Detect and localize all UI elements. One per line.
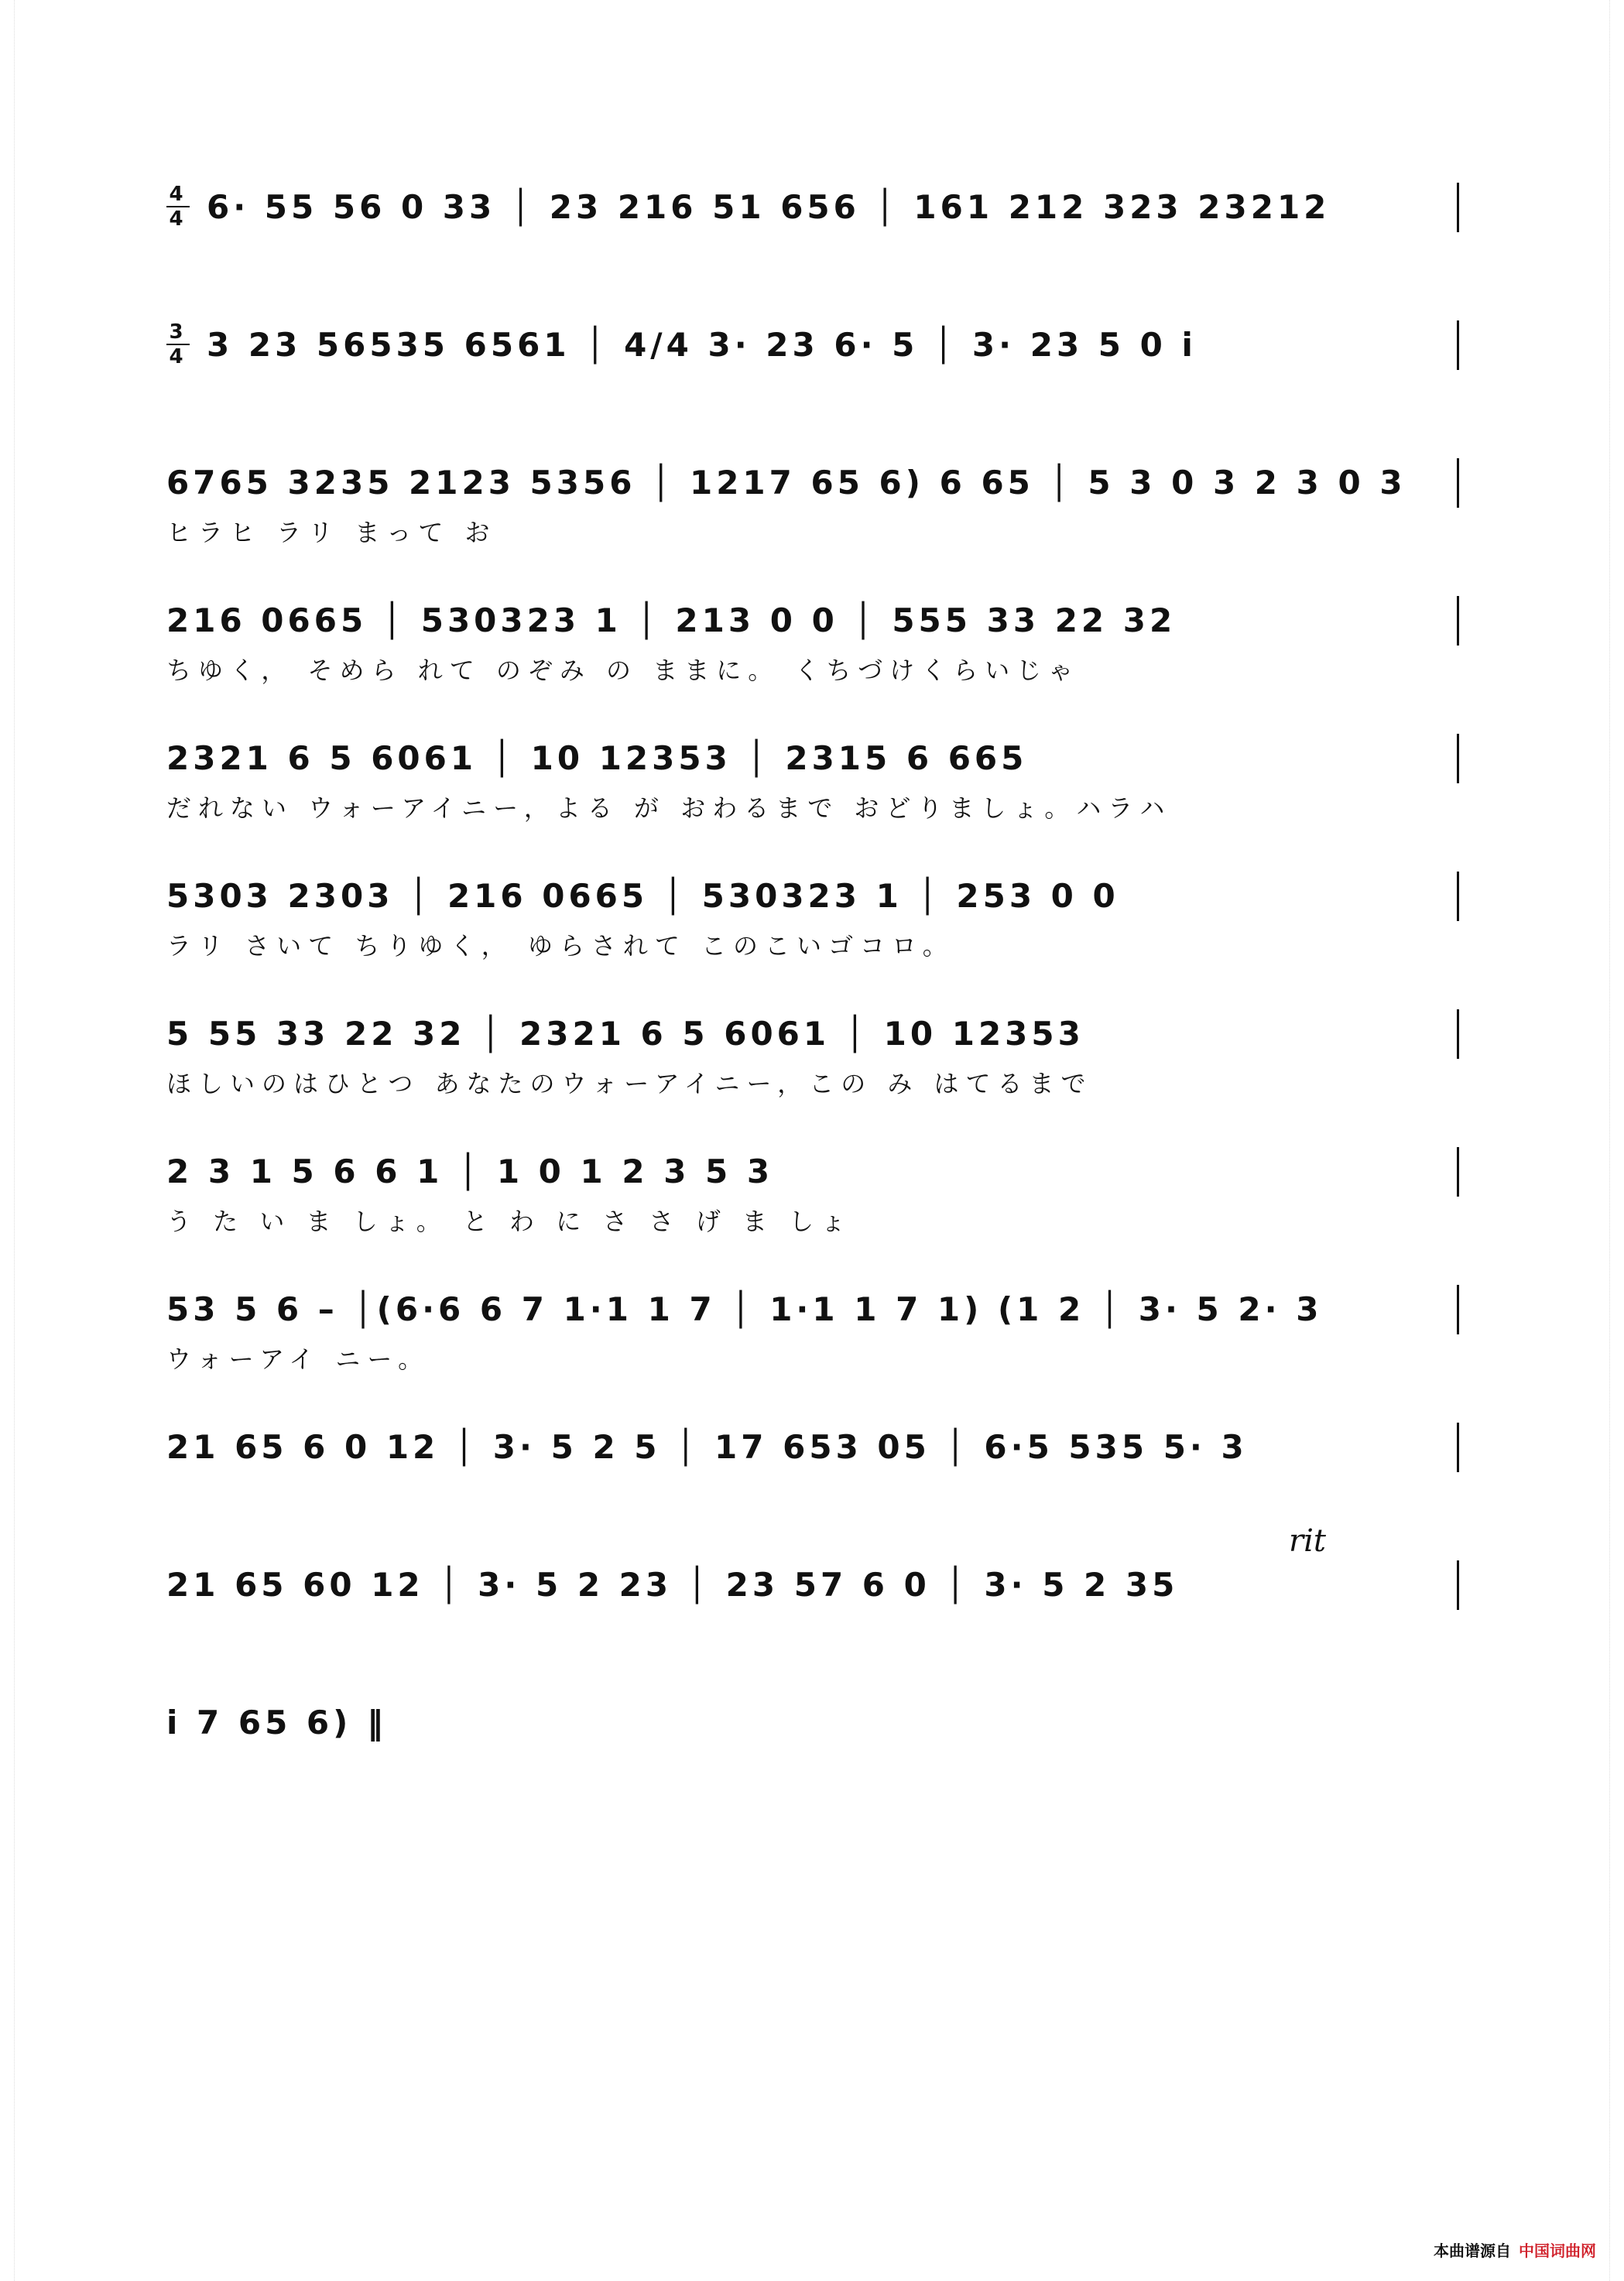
notation-text: 6765 3235 2123 5356 │ 1217 65 6) 6 65 │ 5 3 0 3 2 3 0 3 [166,464,1406,502]
source-footer [1434,2238,1596,2261]
score-row [166,293,1459,430]
barline [1457,872,1459,921]
notation-text: 5 55 33 22 32 │ 2321 6 5 6061 │ 10 12353 [166,1015,1084,1053]
notation-line [166,322,1459,368]
notation-text: i 7 65 6) [166,1704,352,1742]
final-barline: ‖ [351,1704,387,1742]
right-margin-strip [1609,0,1624,2281]
notation-line [166,460,1459,506]
lyrics-line: う た い ま しょ。 と わ に さ さ げ ま しょ [166,1207,853,1236]
notation-text: 53 5 6 – │(6·6 6 7 1·1 1 7 │ 1·1 1 7 1) (1 2 │ 3· 5 2· 3 [166,1290,1323,1328]
time-signature: $\frac{3}{4}$ [166,322,190,367]
barline [1457,1423,1459,1472]
notation-line [166,1286,1459,1333]
barline [1457,320,1459,370]
score-row [166,155,1459,293]
score-row [166,981,1459,1119]
left-margin-strip [0,0,15,2281]
score-row [166,1119,1459,1257]
barline [1457,734,1459,783]
notation-line [166,598,1459,644]
score-row [166,1395,1459,1533]
lyrics-line: ウォーアイ ニー。 [166,1344,430,1374]
notation-text: 3 23 56535 6561 │ 4/4 3· 23 6· 5 │ 3· 23 5 0 i [207,326,1197,364]
score-row [166,1670,1459,1808]
notation-line [166,1011,1459,1057]
notation-text: 2321 6 5 6061 │ 10 12353 │ 2315 6 665 [166,739,1028,777]
lyrics-line: ヒラヒ ラリ まって お [166,518,497,547]
score-row [166,430,1459,568]
score-sheet [166,155,1459,1808]
notation-text: 216 0665 │ 530323 1 │ 213 0 0 │ 555 33 22 32 [166,601,1177,639]
barline [1457,1285,1459,1334]
notation-line [166,1700,1459,1746]
lyrics-line: だれない ウォーアイニー，よる が おわるまで おどりましょ。ハラハ [166,793,1172,823]
notation-line [166,1149,1459,1195]
barline [1457,1147,1459,1197]
score-row [166,1523,1459,1670]
notation-text: 21 65 6 0 12 │ 3· 5 2 5 │ 17 653 05 │ 6·5 535 5· 3 [166,1428,1248,1466]
notation-text: 6· 55 56 0 33 │ 23 216 51 656 │ 161 212 323 23212 [207,188,1331,226]
notation-line [166,1424,1459,1471]
barline [1457,458,1459,508]
notation-line [166,184,1459,231]
notation-line [166,1562,1459,1608]
barline [1457,1009,1459,1059]
ritardando-mark: rit [1289,1523,1326,1559]
lyrics-line: ちゆく， そめら れて のぞみ の ままに。 くちづけくらいじゃ [166,656,1081,685]
barline [1457,596,1459,646]
notation-text: 21 65 60 12 │ 3· 5 2 23 │ 23 57 6 0 │ 3· 5 2 35 [166,1566,1179,1604]
notation-line [166,873,1459,920]
time-signature: $\frac{4}{4}$ [166,184,190,229]
score-row [166,568,1459,706]
barline [1457,183,1459,232]
notation-text: 5303 2303 │ 216 0665 │ 530323 1 │ 253 0 0 [166,877,1119,915]
score-row [166,844,1459,981]
footer-brand: 中国词曲网 [1519,2243,1596,2260]
lyrics-line: ほしいのはひとつ あなたのウォーアイニー，この み はてるまで [166,1069,1093,1098]
score-row [166,1257,1459,1395]
score-row [166,706,1459,844]
notation-line [166,735,1459,782]
footer-prefix: 本曲谱源自 [1434,2243,1511,2260]
lyrics-line: ラリ さいて ちりゆく， ゆらされて このこいゴコロ。 [166,931,954,961]
notation-text: 2 3 1 5 6 6 1 │ 1 0 1 2 3 5 3 [166,1152,774,1190]
barline [1457,1560,1459,1610]
